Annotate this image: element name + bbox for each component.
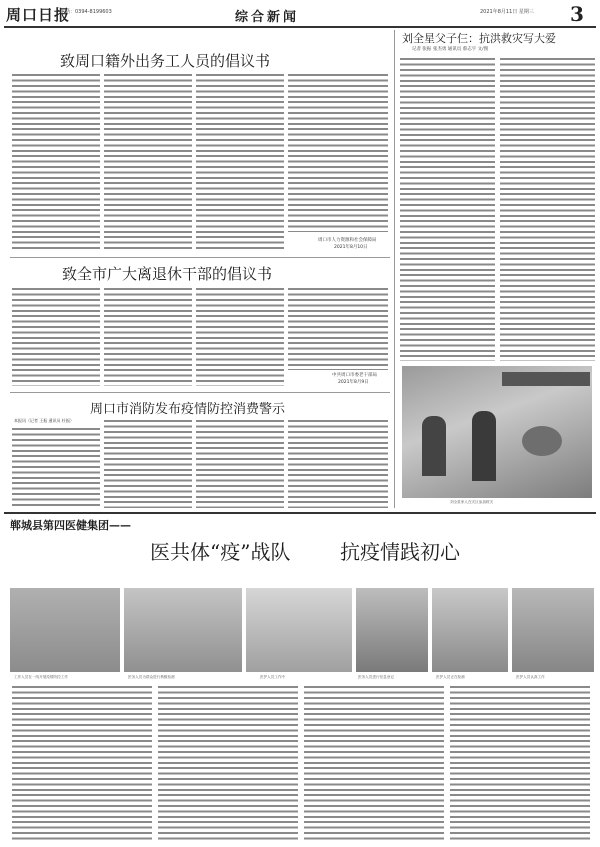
article4-byline: 记者 张振 张杰勇 通讯员 蔡志宇 文/图: [412, 47, 489, 52]
divider: [10, 392, 390, 393]
article1-body-col1: [12, 72, 100, 250]
article2-body-col3: [196, 286, 284, 386]
article2-title: 致全市广大离退休干部的倡议书: [62, 265, 273, 283]
masthead-rule: [4, 26, 596, 28]
feature-headline-part1: 医共体“疫”战队: [150, 540, 291, 564]
feature-headline-part2: 抗疫情践初心: [340, 540, 460, 564]
article1-body-col4: [288, 72, 388, 232]
article3-title: 周口市消防发布疫情防控消费警示: [90, 402, 286, 417]
article3-byline: 本报讯（记者 王振 通讯员 杜振）: [14, 418, 74, 423]
masthead-meta: 电话：0394-8199603: [60, 9, 112, 15]
feature-photo-1: [10, 588, 120, 672]
feature-top-rule: [4, 512, 596, 514]
article1-signature: 周口市人力资源和社会保障局: [318, 238, 377, 243]
feature-kicker: 郸城县第四医健集团——: [10, 519, 131, 532]
section-title: 综合新闻: [235, 10, 300, 25]
article1-body-col3: [196, 72, 284, 250]
divider: [10, 257, 390, 258]
feature-body-col3: [304, 684, 444, 840]
feature-caption-1: 工作人员在一线开展疫情防控工作: [14, 675, 68, 679]
article2-body-col4: [288, 286, 388, 370]
article4-title: 刘全星父子仨：抗洪救灾写大爱: [402, 32, 556, 45]
feature-photo-2: [124, 588, 242, 672]
article2-signature: 中共周口市委老干部局: [332, 373, 377, 378]
page-number: 3: [570, 2, 584, 26]
article1-title: 致周口籍外出务工人员的倡议书: [60, 52, 271, 70]
masthead-logo: 周口日报: [6, 6, 71, 24]
feature-photo-4: [356, 588, 428, 672]
feature-body-col1: [12, 684, 152, 840]
feature-caption-4: 医务人员进行信息登记: [358, 675, 394, 679]
feature-caption-2: 医务人员为群众进行核酸检测: [128, 675, 175, 679]
feature-caption-3: 医护人员工作中: [260, 675, 286, 679]
article4-body-col1: [400, 56, 495, 361]
column-separator: [394, 30, 395, 508]
feature-photo-6: [512, 588, 594, 672]
article2-date: 2021年8月9日: [338, 380, 369, 385]
flood-relief-photo: [402, 366, 592, 498]
feature-caption-6: 医护人员认真工作: [516, 675, 545, 679]
article2-body-col2: [104, 286, 192, 386]
article2-body-col1: [12, 286, 100, 386]
article3-body-col2: [104, 418, 192, 508]
feature-caption-5: 医护人员正在检测: [436, 675, 465, 679]
article4-body-col2: [500, 56, 595, 361]
article4-photo-caption: 刘全星家人在灾区参加救灾: [450, 500, 494, 504]
feature-photo-3: [246, 588, 352, 672]
issue-date: 2021年8月11日 星期三: [480, 9, 534, 15]
article1-body-col2: [104, 72, 192, 250]
article3-body-col3: [196, 418, 284, 508]
article3-body-col1: [12, 426, 100, 508]
article1-date: 2021年8月10日: [334, 245, 368, 250]
feature-body-col4: [450, 684, 590, 840]
feature-photo-5: [432, 588, 508, 672]
article3-body-col4: [288, 418, 388, 508]
feature-body-col2: [158, 684, 298, 840]
